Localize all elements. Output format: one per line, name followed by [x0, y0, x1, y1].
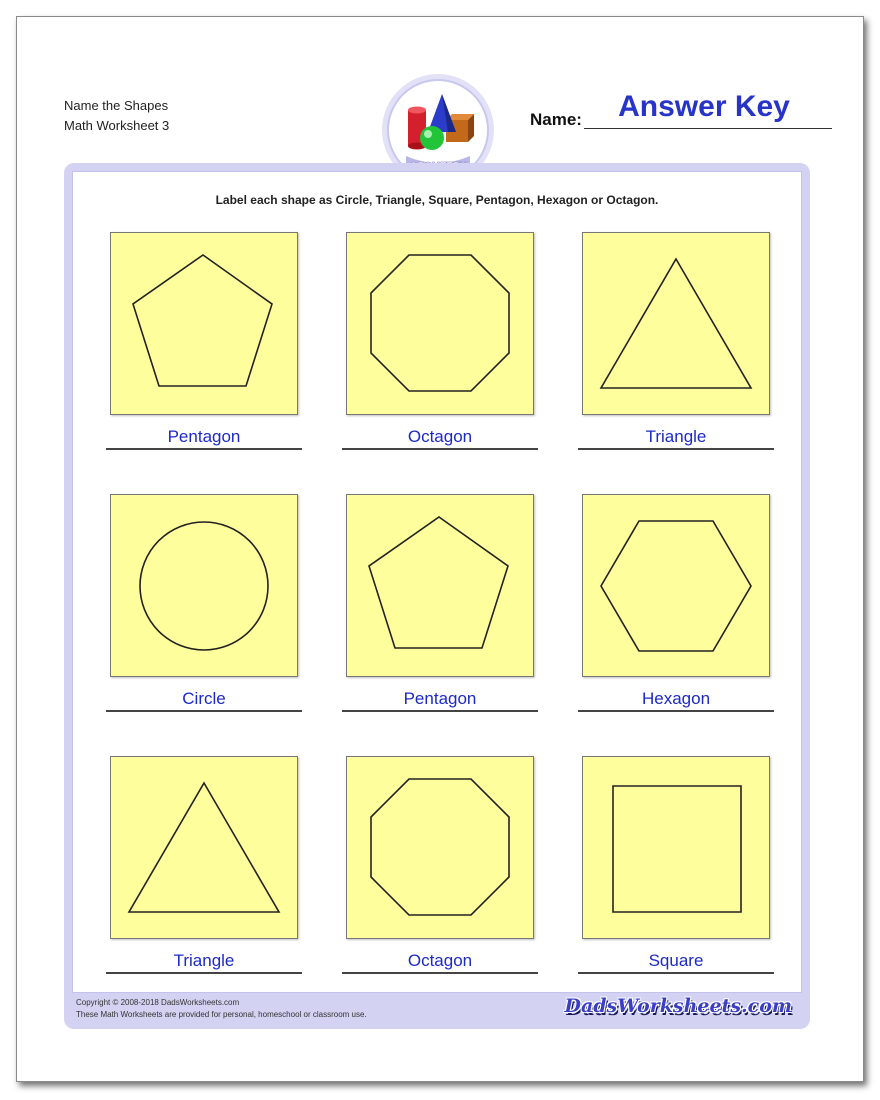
copyright-block	[76, 997, 367, 1021]
shape-card	[106, 232, 302, 454]
answer-label: Octagon	[407, 427, 473, 446]
name-value: Answer Key	[618, 90, 790, 123]
copyright-text: Copyright © 2008-2018 DadsWorksheets.com	[76, 998, 240, 1007]
answer-underline	[106, 448, 302, 450]
shape-box	[346, 756, 534, 939]
shape-card	[342, 232, 538, 454]
footer	[72, 993, 802, 1025]
instructions: Label each shape as Circle, Triangle, Square, Pentagon, Hexagon or Octagon.	[215, 193, 659, 207]
answer-underline	[578, 448, 774, 450]
answer-label: Pentagon	[167, 427, 241, 446]
pentagon-outline	[133, 255, 272, 386]
name-underline	[584, 128, 832, 129]
pentagon-shape	[347, 495, 533, 676]
pentagon-outline	[369, 517, 508, 648]
worksheet-frame	[64, 163, 810, 1029]
answer-label: Pentagon	[403, 689, 477, 708]
octagon-outline	[371, 779, 509, 915]
answer-underline	[578, 710, 774, 712]
answer-underline	[106, 972, 302, 974]
triangle-outline	[601, 259, 751, 388]
triangle-shape	[111, 757, 297, 938]
answer-underline	[342, 448, 538, 450]
shape-box	[110, 756, 298, 939]
shape-box	[346, 232, 534, 415]
triangle-shape	[583, 233, 769, 414]
octagon-outline	[371, 255, 509, 391]
shape-card	[578, 494, 774, 716]
answer-label: Hexagon	[641, 689, 711, 708]
octagon-shape	[347, 233, 533, 414]
shape-box	[110, 494, 298, 677]
square-shape	[583, 757, 769, 938]
answer-label: Triangle	[173, 951, 235, 970]
answer-underline	[578, 972, 774, 974]
title-line-2: Math Worksheet 3	[64, 118, 170, 133]
shape-box	[346, 494, 534, 677]
octagon-shape	[347, 757, 533, 938]
answer-underline	[342, 710, 538, 712]
hexagon-shape	[583, 495, 769, 676]
name-field[interactable]	[530, 88, 832, 130]
pentagon-shape	[111, 233, 297, 414]
usage-text: These Math Worksheets are provided for personal, homeschool or classroom use.	[76, 1010, 367, 1019]
shape-box	[582, 494, 770, 677]
answer-underline	[106, 710, 302, 712]
answer-label: Triangle	[645, 427, 707, 446]
shape-card	[578, 756, 774, 978]
circle-shape	[111, 495, 297, 676]
hexagon-outline	[601, 521, 751, 651]
shape-box	[582, 756, 770, 939]
name-label: Name:	[530, 110, 582, 129]
shape-box	[582, 232, 770, 415]
answer-label: Octagon	[407, 951, 473, 970]
worksheet-title	[64, 96, 169, 136]
shape-card	[106, 756, 302, 978]
shape-card	[578, 232, 774, 454]
brand-logo[interactable]: DadsWorksheets.com	[564, 995, 792, 1017]
shape-card	[106, 494, 302, 716]
square-outline	[613, 786, 741, 912]
answer-label: Square	[648, 951, 704, 970]
triangle-outline	[129, 783, 279, 912]
shape-card	[342, 756, 538, 978]
answer-underline	[342, 972, 538, 974]
shape-card	[342, 494, 538, 716]
shape-box	[110, 232, 298, 415]
title-line-1: Name the Shapes	[64, 98, 169, 113]
circle-outline	[140, 522, 268, 650]
answer-label: Circle	[182, 689, 226, 708]
